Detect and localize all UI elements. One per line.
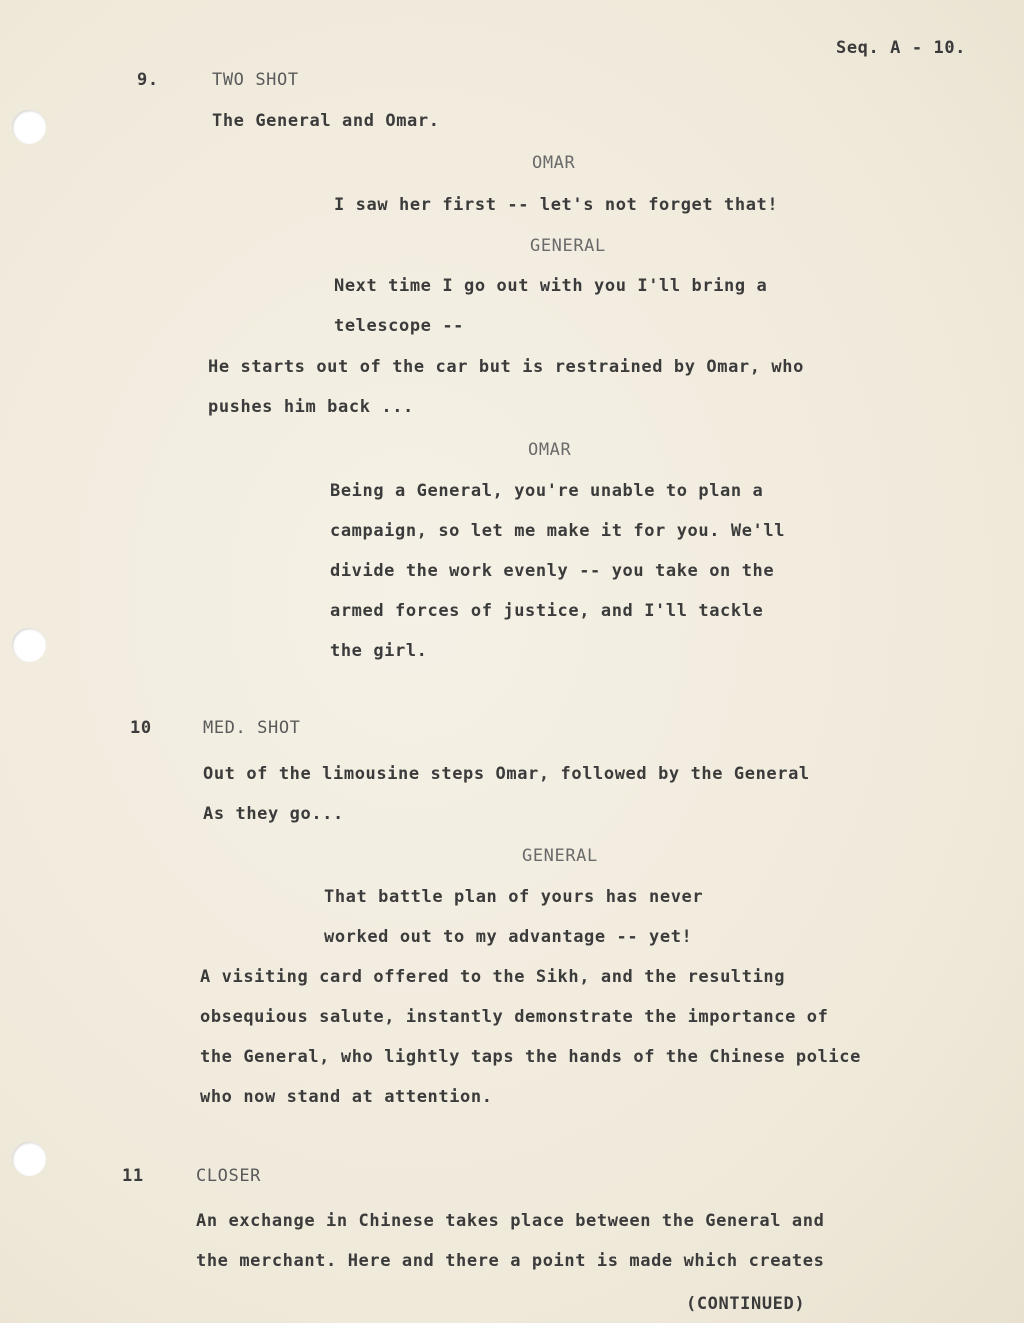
action-line: A visiting card offered to the Sikh, and the resulting (200, 967, 786, 987)
scene-number: 11 (122, 1166, 144, 1186)
action-line: An exchange in Chinese takes place between the General and (196, 1211, 825, 1231)
action-line: As they go... (203, 804, 344, 824)
action-line: He starts out of the car but is restrained by Omar, who (208, 357, 804, 377)
dialogue-line: telescope -- (334, 316, 465, 336)
dialogue-line: divide the work evenly -- you take on the (330, 561, 775, 581)
character-name: OMAR (532, 153, 576, 173)
action-line: Out of the limousine steps Omar, followed by the General (203, 764, 810, 784)
action-line: the General, who lightly taps the hands of the Chinese police (200, 1047, 861, 1067)
action-line: obsequious salute, instantly demonstrate the importance of (200, 1007, 829, 1027)
scene-number: 10 (130, 718, 152, 738)
dialogue-line: worked out to my advantage -- yet! (324, 927, 693, 947)
scene-heading: MED. SHOT (203, 718, 301, 738)
action-line: the merchant. Here and there a point is made which creates (196, 1251, 825, 1271)
scene-heading: CLOSER (196, 1166, 262, 1186)
dialogue-line: I saw her first -- let's not forget that! (334, 195, 779, 215)
continued-label: (CONTINUED) (686, 1294, 806, 1314)
action-line: pushes him back ... (208, 397, 414, 417)
dialogue-line: the girl. (330, 641, 428, 661)
sequence-number: Seq. A - 10. (836, 38, 967, 58)
dialogue-line: campaign, so let me make it for you. We'll (330, 521, 786, 541)
character-name: OMAR (528, 440, 572, 460)
action-line: who now stand at attention. (200, 1087, 493, 1107)
scene-heading: TWO SHOT (212, 70, 299, 90)
character-name: GENERAL (530, 236, 606, 256)
punch-hole (12, 110, 46, 144)
punch-hole (12, 628, 46, 662)
dialogue-line: Being a General, you're unable to plan a (330, 481, 764, 501)
dialogue-line: armed forces of justice, and I'll tackle (330, 601, 764, 621)
scene-number: 9. (137, 70, 159, 90)
action-line: The General and Omar. (212, 111, 440, 131)
character-name: GENERAL (522, 846, 598, 866)
dialogue-line: That battle plan of yours has never (324, 887, 704, 907)
dialogue-line: Next time I go out with you I'll bring a (334, 276, 768, 296)
punch-hole (12, 1142, 46, 1176)
